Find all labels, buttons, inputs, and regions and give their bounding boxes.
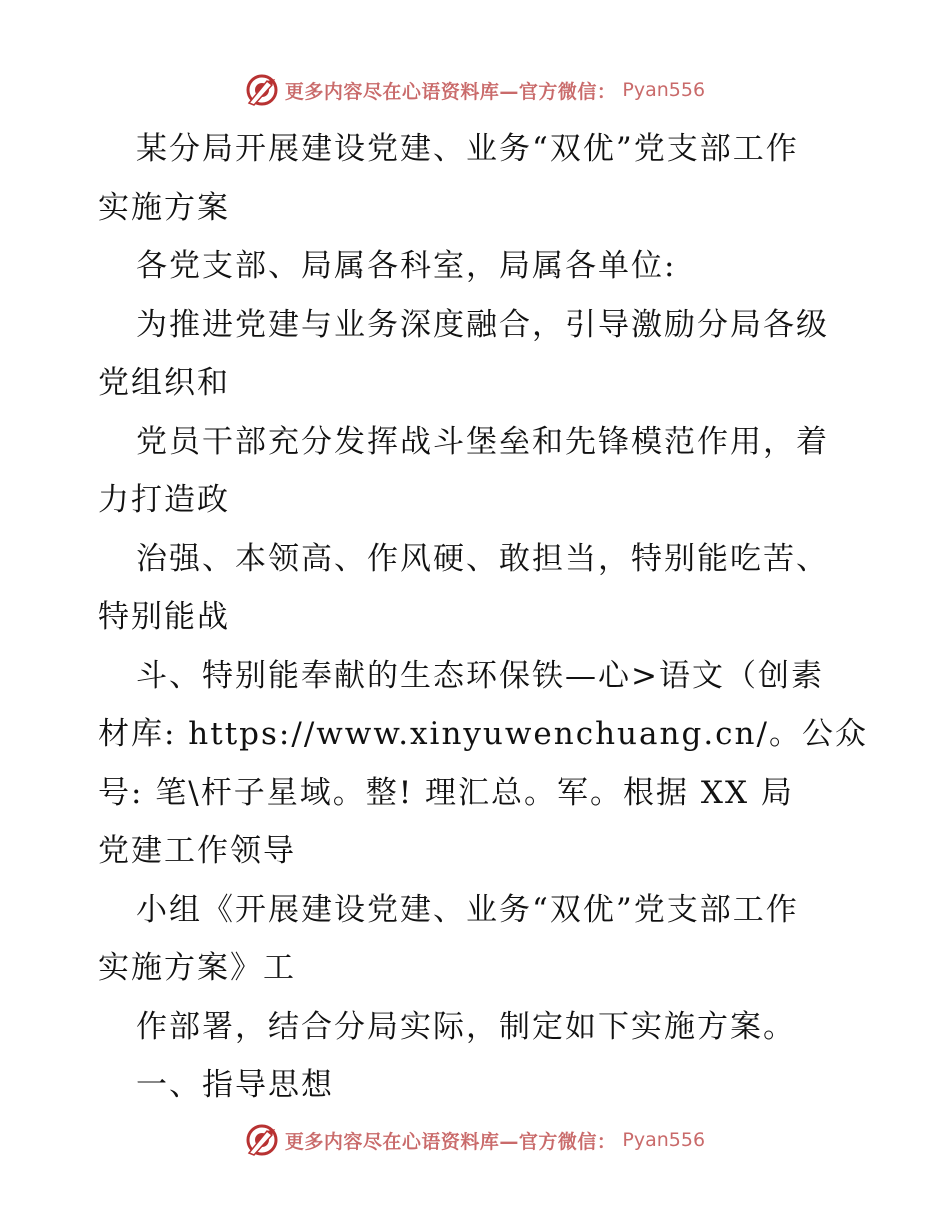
paragraph-line: 党员干部充分发挥战斗堡垒和先锋模范作用，着 — [136, 423, 829, 460]
wechat-id: Pyan556 — [622, 1129, 706, 1151]
paragraph-line: 某分局开展建设党建、业务“双优”党支部工作 — [136, 131, 799, 167]
watermark-text: 更多内容尽在心语资料库—官方微信： — [284, 1130, 617, 1153]
paragraph-line: 治强、本领高、作风硬、敢担当，特别能吃苦、 — [136, 540, 829, 577]
watermark-text: 更多内容尽在心语资料库—官方微信： — [284, 80, 617, 103]
section-heading: 一、指导思想 — [136, 1067, 334, 1103]
paragraph-line: 特别能战 — [98, 599, 230, 635]
document-body — [98, 120, 868, 1115]
paragraph-line: 材库: https://www.xinyuwenchuang.cn/。公众 — [98, 716, 868, 752]
paragraph-line: 力打造政 — [98, 482, 230, 518]
paragraph-line: 作部署，结合分局实际，制定如下实施方案。 — [136, 1008, 796, 1045]
wechat-id: Pyan556 — [622, 79, 706, 101]
paragraph-line: 为推进党建与业务深度融合，引导激励分局各级 — [136, 306, 829, 343]
paragraph-line: 实施方案》工 — [98, 950, 296, 986]
paragraph-line: 实施方案 — [98, 189, 230, 226]
pen-logo-icon — [245, 1123, 279, 1157]
footer-watermark-banner — [0, 1120, 950, 1160]
paragraph-line: 各党支部、局属各科室，局属各单位: — [136, 248, 677, 284]
pen-logo-icon — [245, 73, 279, 107]
header-watermark-banner — [0, 70, 950, 110]
paragraph-line: 党组织和 — [98, 365, 230, 401]
paragraph-line: 小组《开展建设党建、业务“双优”党支部工作 — [136, 891, 799, 928]
paragraph-line: 党建工作领导 — [98, 833, 296, 869]
paragraph-line: 斗、特别能奉献的生态环保铁—心>语文（创素 — [136, 657, 824, 694]
paragraph-line: 号: 笔\杆子星域。整! 理汇总。军。根据 XX 局 — [98, 774, 794, 811]
